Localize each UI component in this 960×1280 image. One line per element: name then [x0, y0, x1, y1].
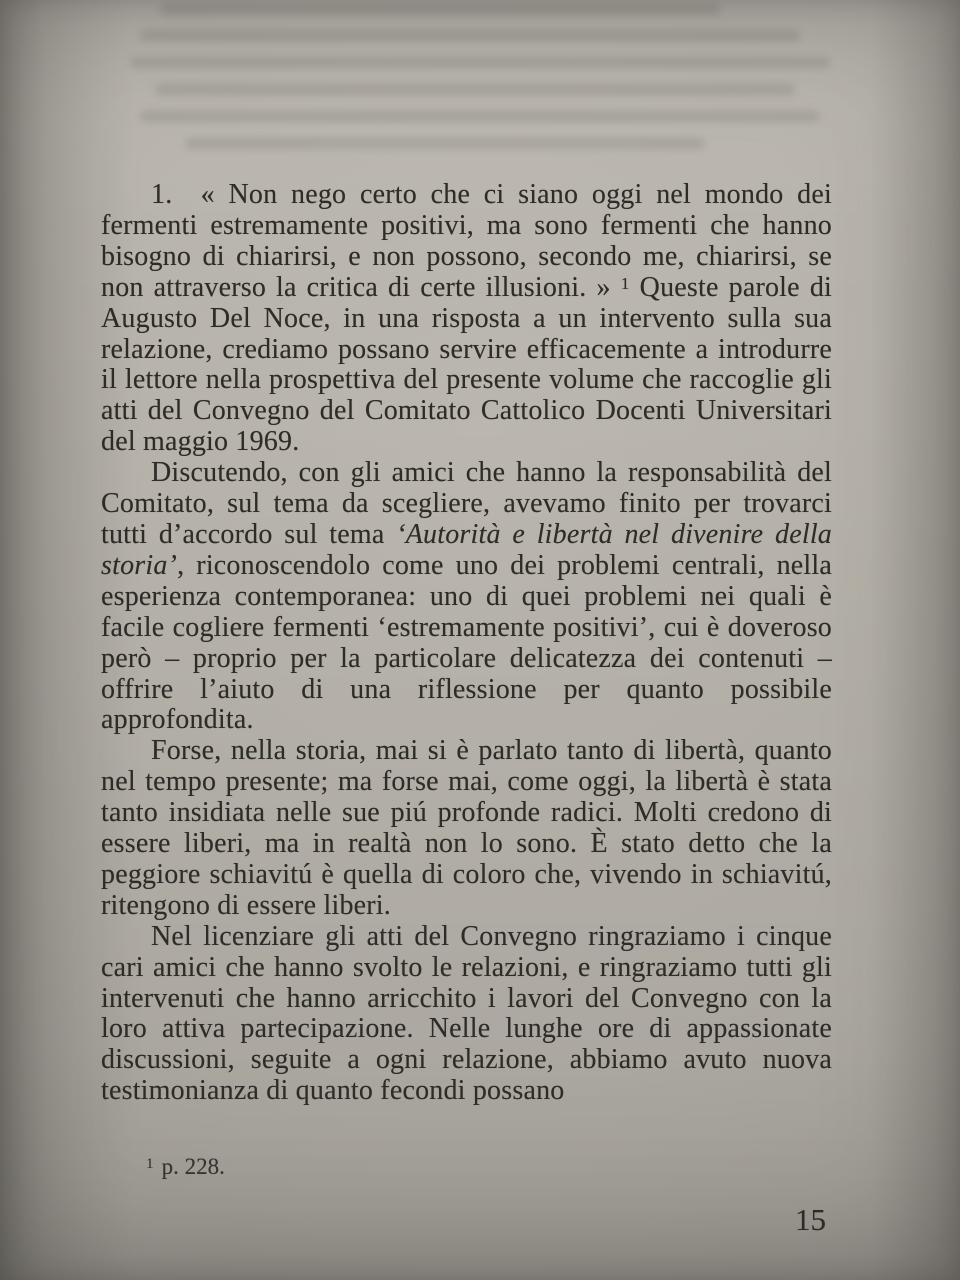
footnote: [146, 1154, 225, 1180]
footnote-reference-1: 1: [620, 273, 630, 293]
body-text: [101, 180, 832, 1107]
page-number: 15: [795, 1202, 826, 1237]
paragraph-2: [101, 458, 832, 736]
paragraph-3: Forse, nella storia, mai si è parlato tanto di libertà, quanto nel tempo presente; ma forse mai, come oggi, la libertà è stata tanto insidiata nelle sue piú profonde radici. Molti credono di essere liberi, ma in realtà non lo sono. È stato detto che la peggiore schiavitú è quella di coloro che, vivendo in schiavitú, ritengono di essere liberi.: [101, 735, 832, 921]
paragraph-1-quote: 1. « Non nego certo che ci siano oggi nel mondo dei fermenti estremamente positivi, ma sono fermenti che hanno bisogno di chiarirsi, e non possono, secondo me, chiarirsi, se non attraverso la critica di certe illusioni. »: [101, 179, 832, 303]
paragraph-2-text-after-title: , riconoscendolo come uno dei problemi centrali, nella esperienza contemporanea: uno di quei problemi nei quali è facile cogliere fermenti ‘estremamente positivi’, cui è doveroso però – proprio per la particolare delicatezza dei contenuti – offrire l’aiuto di una riflessione per quanto possibile approfondita.: [101, 549, 832, 736]
paragraph-1: [101, 180, 832, 458]
paragraph-2-text-before-title: Discutendo, con gli amici che hanno la responsabilità del Comitato, sul tema da scegliere, avevamo finito per trovarci tutti d’accordo sul tema: [101, 457, 832, 550]
footnote-marker: 1: [146, 1155, 154, 1172]
paragraph-1-continuation: Queste parole di Augusto Del Noce, in una risposta a un intervento sulla sua relazione, crediamo possano servire efficacemente a introdurre il lettore nella prospettiva del presente volume che raccoglie gli atti del Convegno del Comitato Cattolico Docenti Universitari del maggio 1969.: [101, 271, 832, 458]
book-theme-title-italic: ‘Autorità e libertà nel divenire della storia’: [101, 518, 832, 581]
footnote-text: p. 228.: [161, 1154, 225, 1179]
reverse-page-showthrough: [0, 0, 960, 190]
paragraph-4: Nel licenziare gli atti del Convegno ringraziamo i cinque cari amici che hanno svolto le relazioni, e ringraziamo tutti gli intervenuti che hanno arricchito i lavori del Convegno con la loro attiva partecipazione. Nelle lunghe ore di appassionate discussioni, seguite a ogni relazione, abbiamo avuto nuova testimonianza di quanto fecondi possano: [101, 920, 832, 1107]
